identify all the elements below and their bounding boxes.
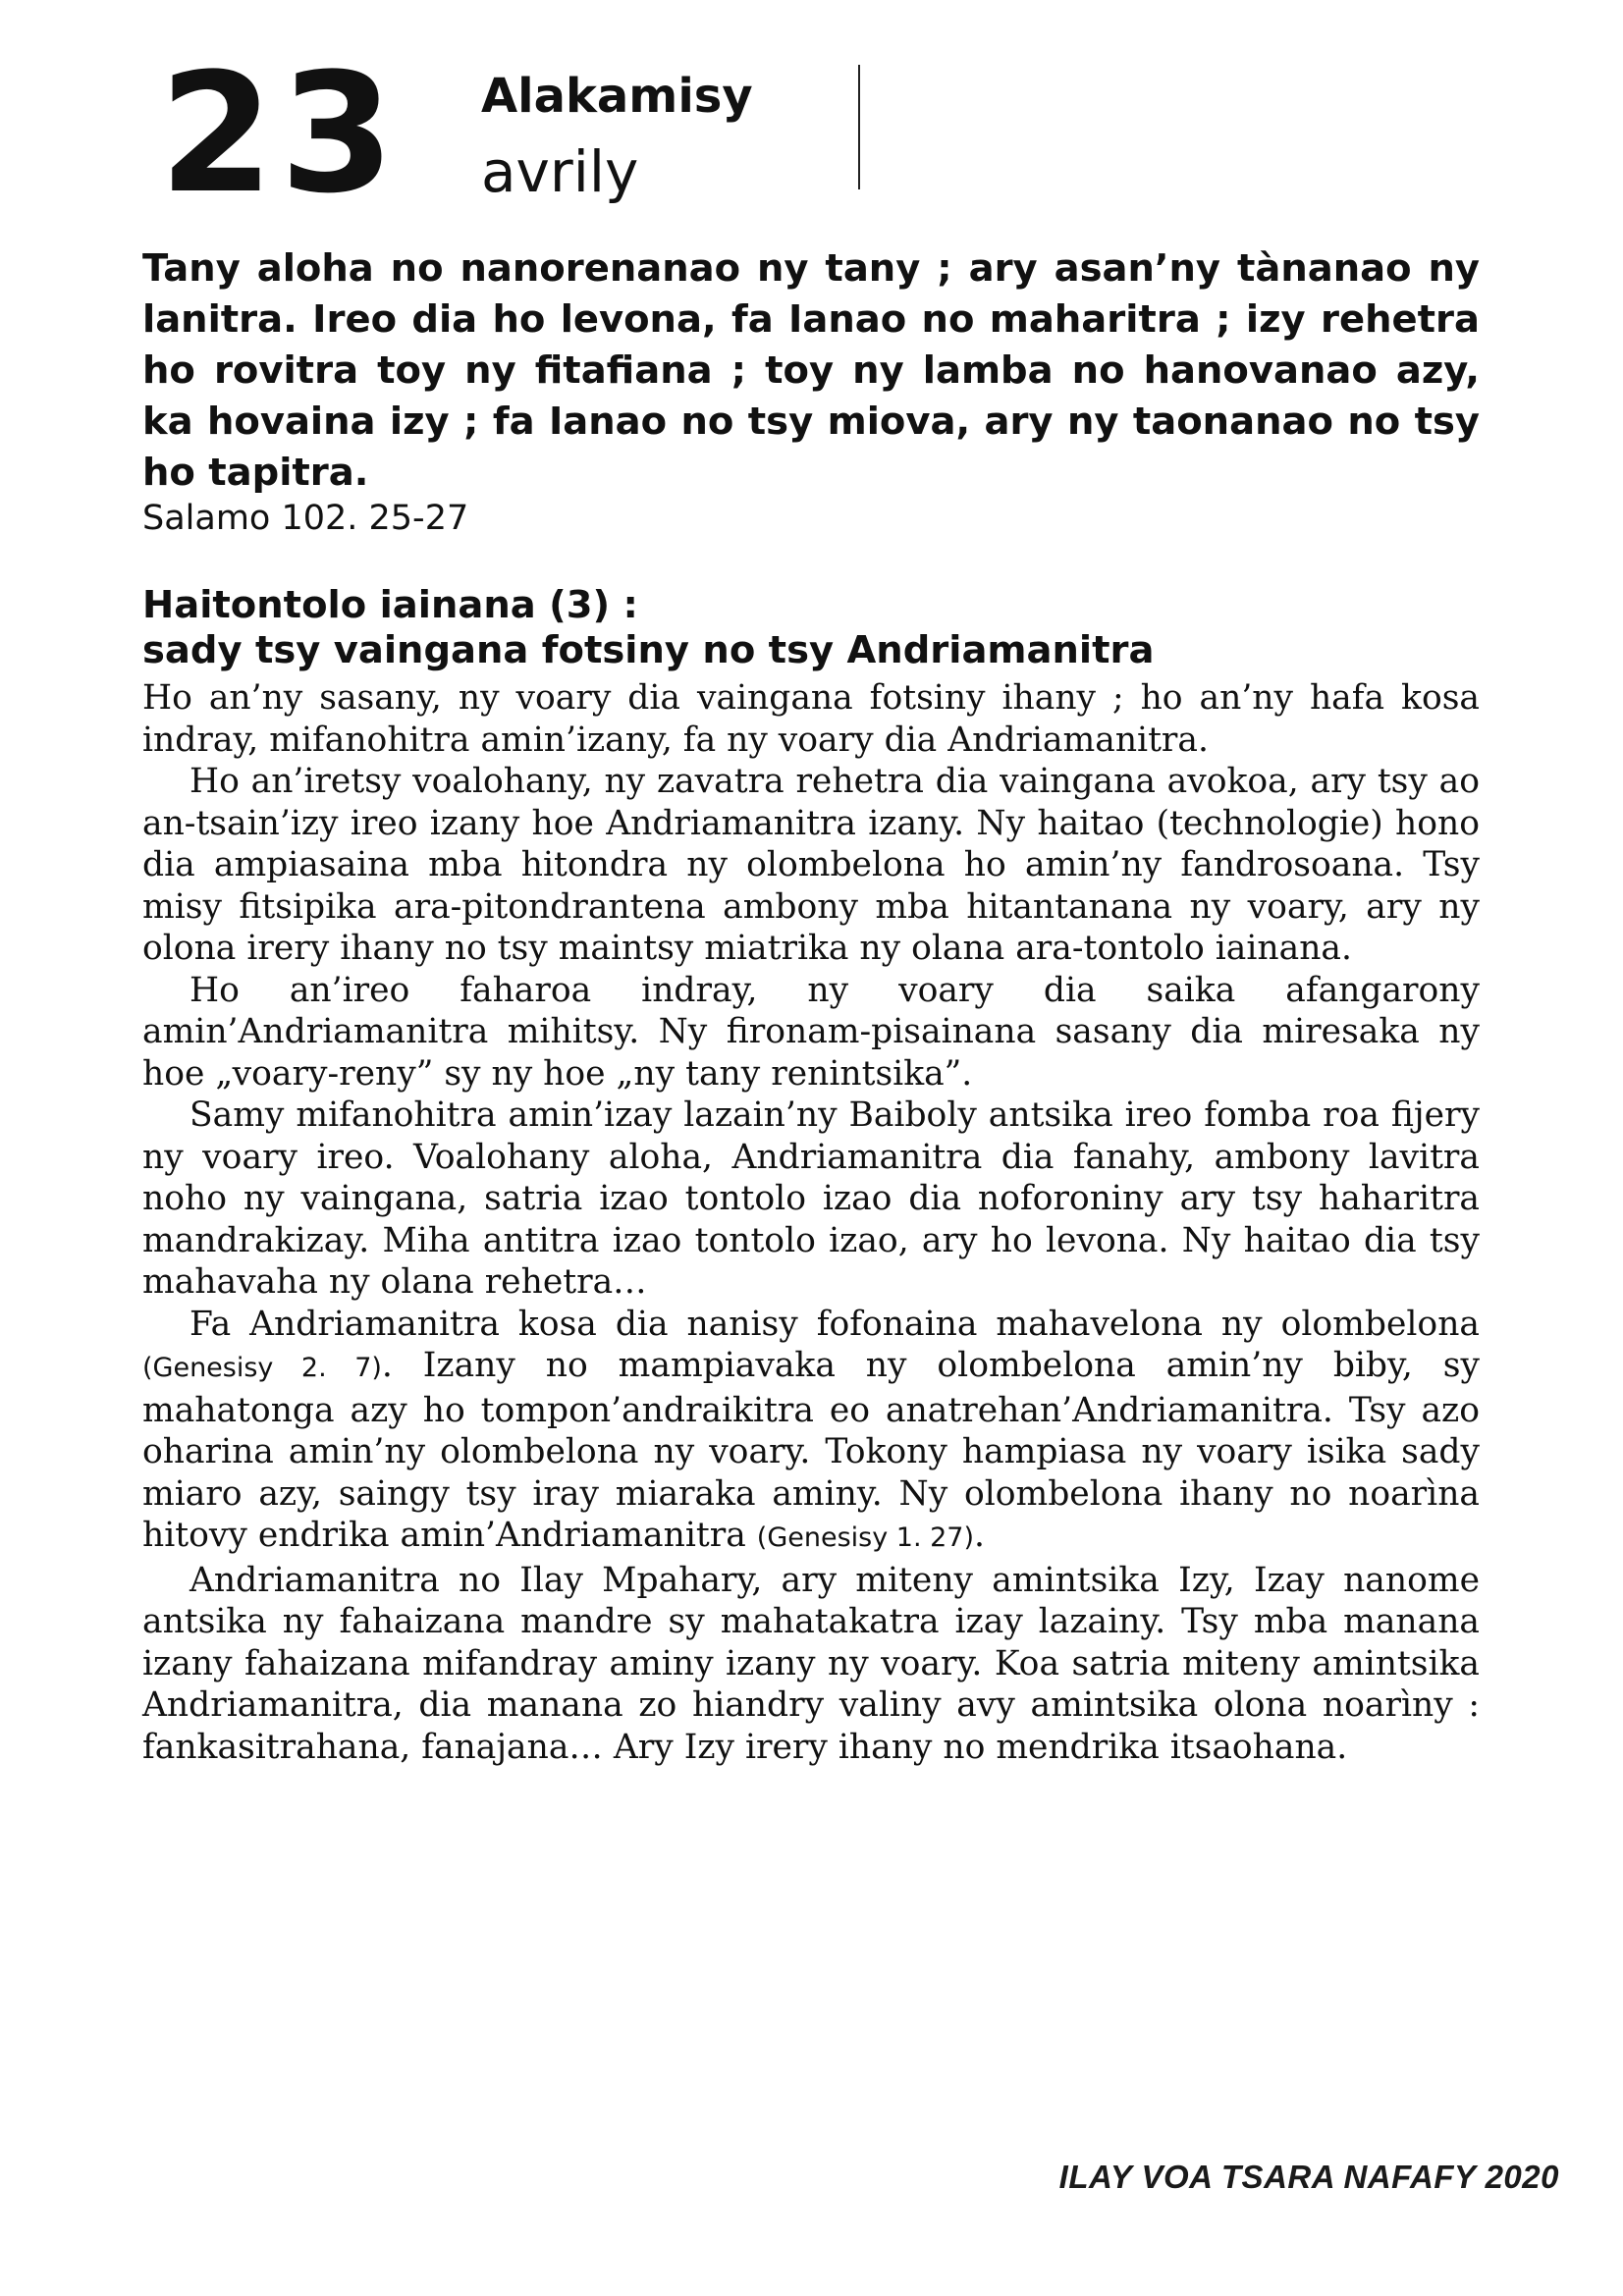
paragraph-1: Ho an’ny sasany, ny voary dia vaingana fotsiny ihany ; ho an’ny hafa kosa indray, mifanohitra amin’izany, fa ny voary dia Andriamanitra. <box>142 678 1480 760</box>
paragraph-5 <box>142 1304 1480 1560</box>
article-body <box>142 677 1480 1768</box>
paragraph-5-part-b: . Izany no mampiavaka ny olombelona amin’ny biby, sy mahatonga azy ho tompon’andraikitra eo anatrehan’Andriamanitra. Tsy azo oharina amin’ny olombelona ny voary. Tokony hampiasa ny voary isika sady miaro azy, saingy tsy iray miaraka aminy. Ny olombelona ihany no noarìna hitovy endrika amin’Andriamanitra <box>142 1346 1480 1555</box>
month-label: avrily <box>481 138 639 205</box>
verse-reference: Salamo 102. 25-27 <box>142 499 469 538</box>
paragraph-6: Andriamanitra no Ilay Mpahary, ary miteny amintsika Izy, Izay nanome antsika ny fahaizana mandre sy mahatakatra izay lazainy. Tsy mba manana izany fahaizana mifandray aminy izany ny voary. Koa satria miteny amintsika Andriamanitra, dia manana zo hiandry valiny avy amintsika olona noarìny : fankasitrahana, fanajana… Ary Izy irery ihany no mendrika itsaohana. <box>142 1560 1480 1767</box>
article-title <box>142 583 1480 673</box>
article-title-line-1: Haitontolo iainana (3) : <box>142 583 638 627</box>
footer-publication: ILAY VOA TSARA NAFAFY 2020 <box>1058 2159 1559 2195</box>
weekday-label: Alakamisy <box>481 69 753 124</box>
scripture-reference: (Genesisy 1. 27) <box>756 1522 975 1553</box>
scripture-reference: (Genesisy 2. 7) <box>142 1353 382 1383</box>
day-number: 23 <box>159 37 401 230</box>
paragraph-4: Samy mifanohitra amin’izay lazain’ny Baiboly antsika ireo fomba roa fijery ny voary ireo. Voalohany aloha, Andriamanitra dia fanahy, ambony lavitra noho ny vaingana, satria izao tontolo izao dia noforoniny ary tsy haharitra mandrakizay. Miha antitra izao tontolo izao, ary ho levona. Ny haitao dia tsy mahavaha ny olana rehetra… <box>142 1095 1480 1302</box>
verse-text: Tany aloha no nanorenanao ny tany ; ary asan’ny tànanao ny lanitra. Ireo dia ho levona, fa Ianao no maharitra ; izy rehetra ho rovitra toy ny fitafiana ; toy ny lamba no hanovanao azy, ka hovaina izy ; fa Ianao no tsy miova, ary ny taonanao no tsy ho tapitra. <box>142 246 1480 495</box>
article-title-line-2: sady tsy vaingana fotsiny no tsy Andriamanitra <box>142 628 1155 672</box>
header-divider <box>858 65 860 189</box>
paragraph-2: Ho an’iretsy voalohany, ny zavatra rehetra dia vaingana avokoa, ary tsy ao an-tsain’izy ireo izany hoe Andriamanitra izany. Ny haitao (technologie) hono dia ampiasaina mba hitondra ny olombelona ho amin’ny fandrosoana. Tsy misy fitsipika ara-pitondrantena ambony mba hitantanana ny voary, ary ny olona irery ihany no tsy maintsy miatrika ny olana ara-tontolo iainana. <box>142 762 1480 968</box>
paragraph-5-part-c: . <box>974 1516 985 1555</box>
paragraph-3: Ho an’ireo faharoa indray, ny voary dia saika afangarony amin’Andriamanitra mihitsy. Ny fironam-pisainana sasany dia miresaka ny hoe „voary-reny” sy ny hoe „ny tany renintsika”. <box>142 970 1480 1094</box>
paragraph-5-part-a: Fa Andriamanitra kosa dia nanisy fofonaina mahavelona ny olombelona <box>189 1304 1480 1344</box>
